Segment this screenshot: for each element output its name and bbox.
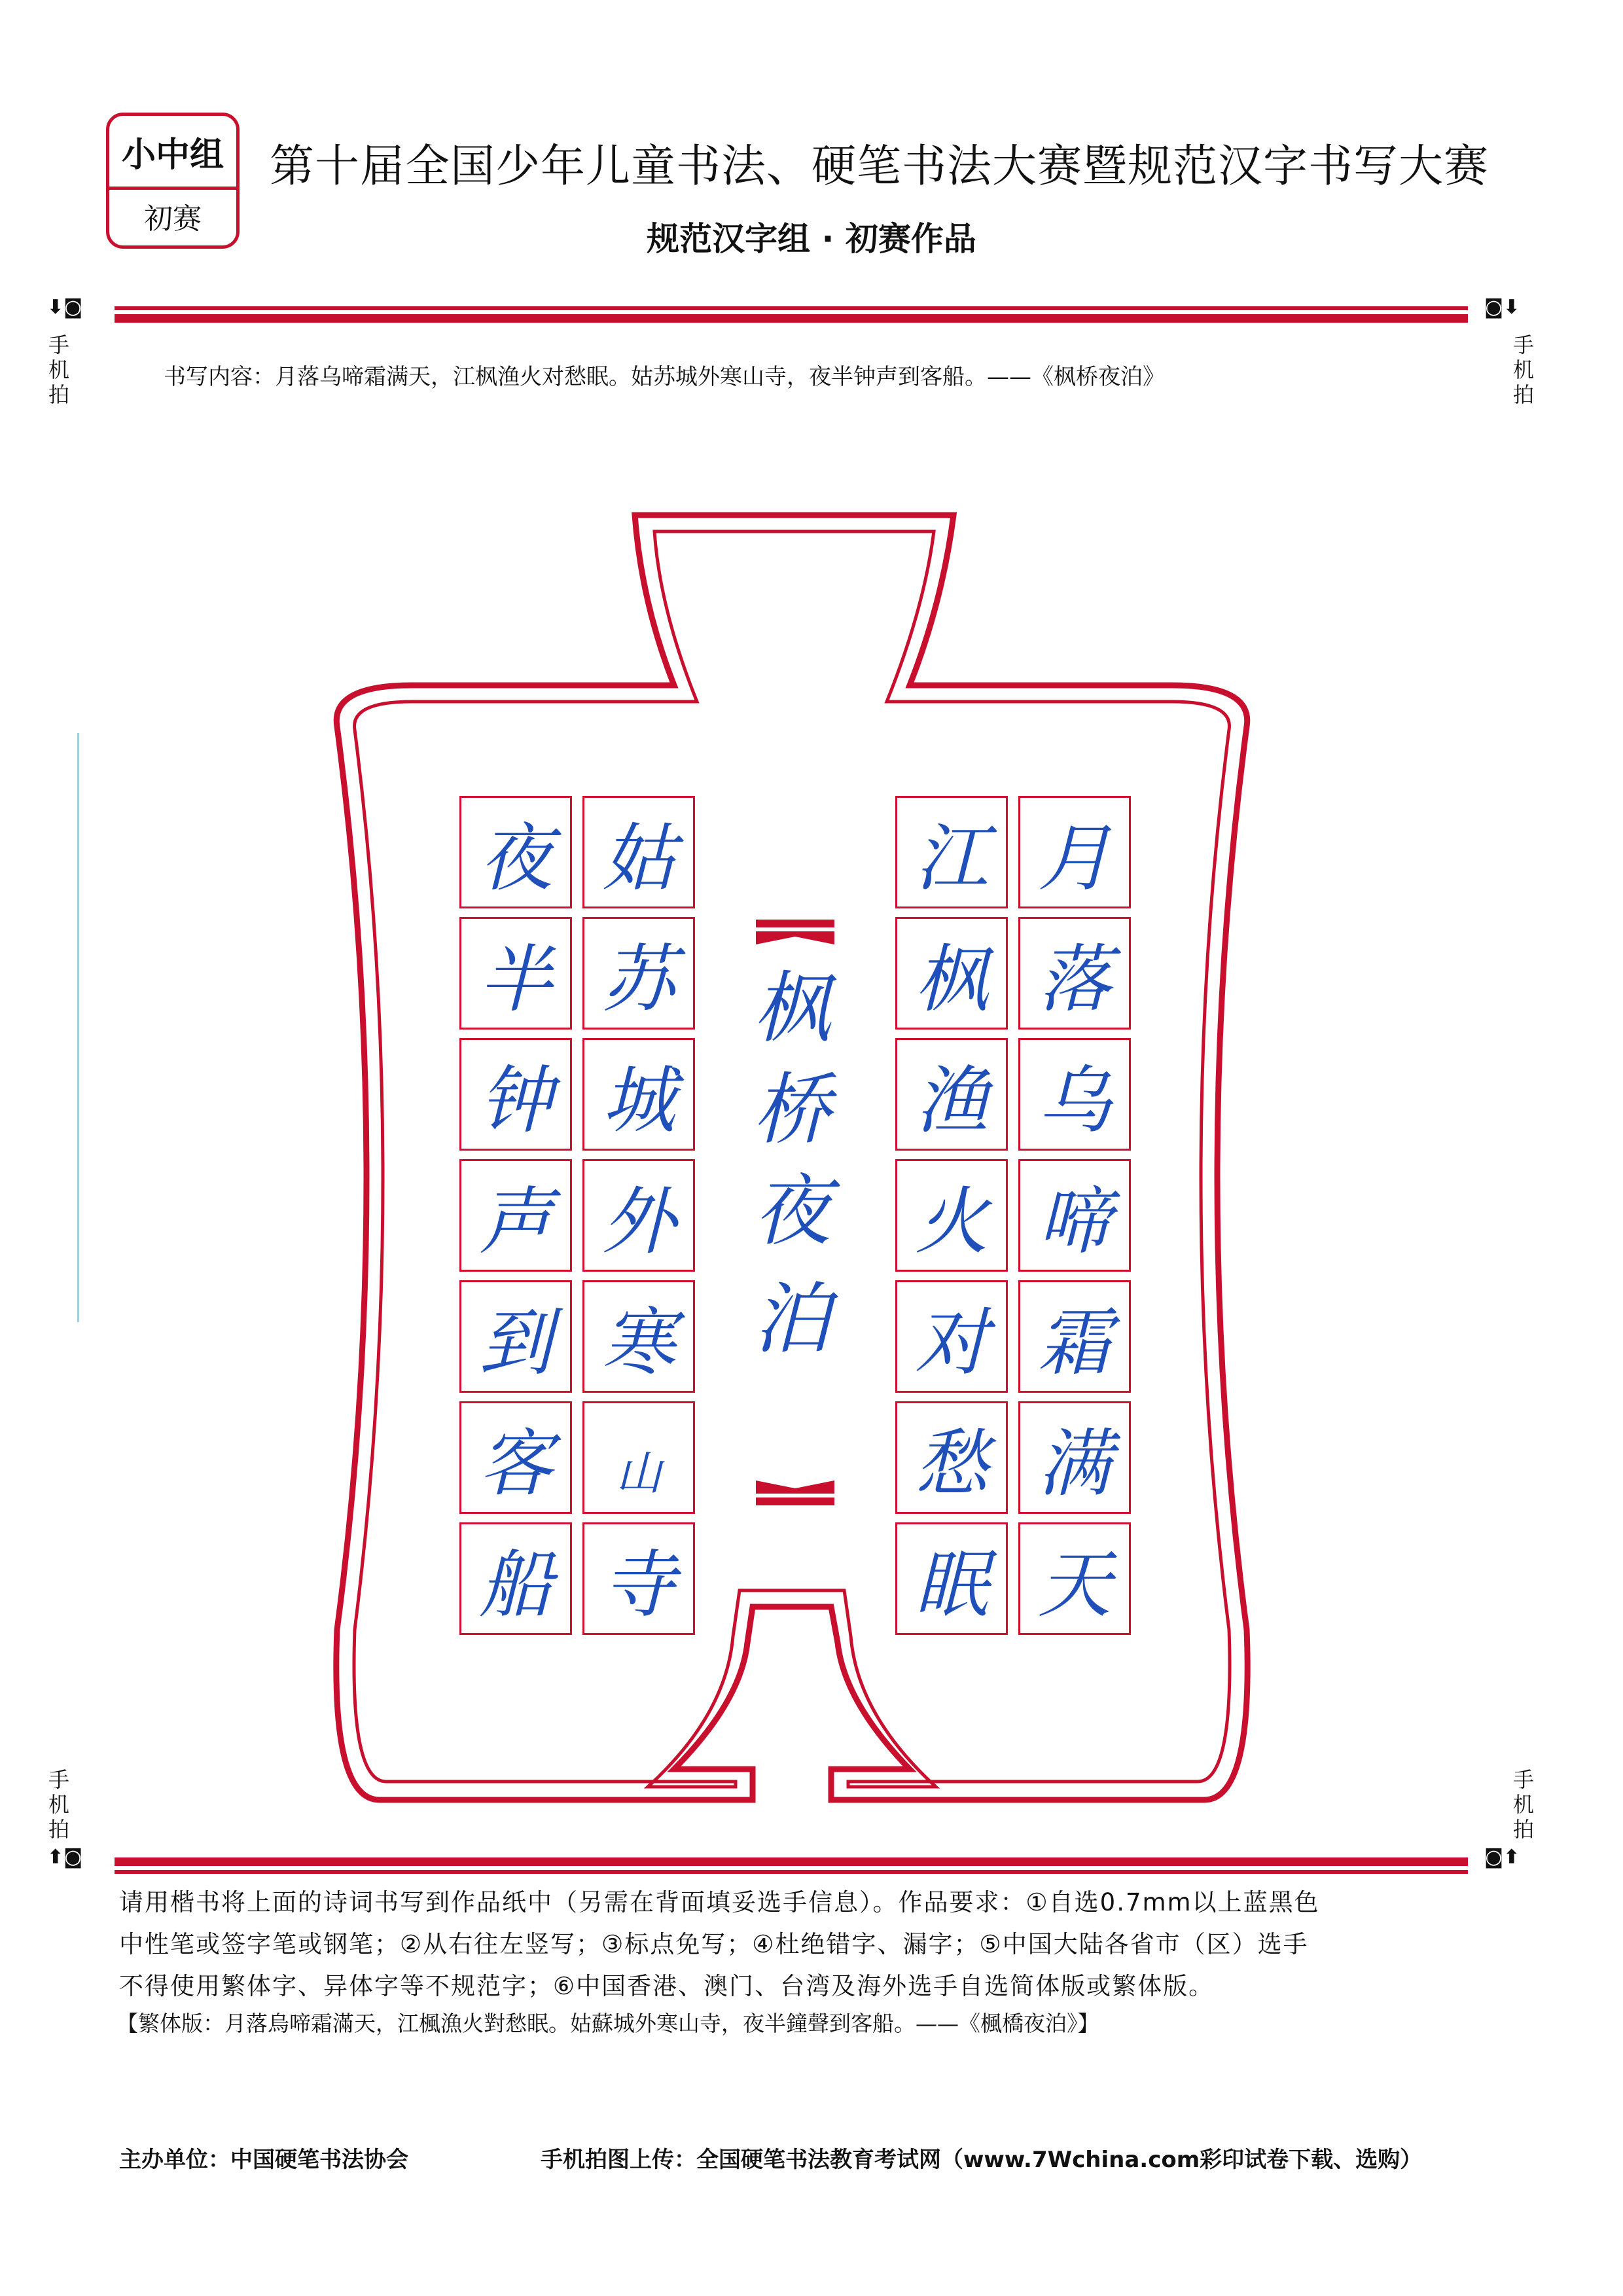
handwritten-char: 火 (915, 1179, 988, 1265)
char-cell (582, 1159, 695, 1272)
char-cell (1018, 1280, 1131, 1393)
handwritten-char: 月 (1038, 816, 1111, 901)
handwritten-char: 声 (479, 1179, 552, 1265)
writing-content-line: 书写内容：月落乌啼霜满天，江枫渔火对愁眠。姑苏城外寒山寺，夜半钟声到客船。——《枫桥夜泊》 (164, 364, 1165, 390)
camera-icon-bottom-right: ◙⬆ (1484, 1846, 1520, 1869)
page-subtitle: 规范汉字组 · 初赛作品 (647, 220, 976, 258)
char-cell (895, 1038, 1008, 1151)
phone-photo-char: 手 (48, 1767, 69, 1792)
char-cell (459, 1159, 572, 1272)
poem-title-char: 夜 (753, 1166, 830, 1256)
char-cell (459, 1522, 572, 1635)
char-cell (1018, 1159, 1131, 1272)
phone-photo-char: 机 (48, 1792, 69, 1817)
char-cell (895, 917, 1008, 1030)
handwritten-char: 寺 (602, 1542, 675, 1628)
instructions (119, 1882, 1480, 2007)
poem-title-char: 桥 (753, 1064, 830, 1155)
char-cell (459, 796, 572, 908)
char-cell (459, 1280, 572, 1393)
traditional-version: 【繁体版：月落烏啼霜滿天，江楓漁火對愁眠。姑蘇城外寒山寺，夜半鐘聲到客船。——《楓橋夜泊》】 (116, 2011, 1099, 2036)
handwritten-char: 对 (915, 1300, 988, 1386)
char-cell (582, 1401, 695, 1514)
handwritten-char: 霜 (1038, 1300, 1111, 1386)
char-cell (1018, 1401, 1131, 1514)
title-ornament-bottom (756, 1480, 834, 1507)
handwritten-char: 愁 (915, 1421, 988, 1507)
handwritten-char: 乌 (1038, 1058, 1111, 1143)
char-cell (895, 1280, 1008, 1393)
char-cell (1018, 1522, 1131, 1635)
badge-stage-label: 初赛 (144, 202, 202, 236)
badge-group-label: 小中组 (109, 116, 236, 190)
handwritten-char: 城 (602, 1058, 675, 1143)
poem-title-char: 枫 (753, 963, 830, 1053)
phone-photo-char: 机 (1512, 1792, 1534, 1817)
char-cell (459, 1401, 572, 1514)
upload-info: 手机拍图上传：全国硬笔书法教育考试网（www.7Wchina.com彩印试卷下载、选购） (541, 2147, 1423, 2173)
handwritten-char: 姑 (602, 816, 675, 901)
instruction-line: 中性笔或签字笔或钢笔；②从右往左竖写；③标点免写；④杜绝错字、漏字；⑤中国大陆各省市（区）选手 (119, 1930, 1309, 1958)
title-ornament-top (756, 920, 834, 946)
handwritten-char: 客 (479, 1421, 552, 1507)
char-cell (1018, 917, 1131, 1030)
handwritten-char: 天 (1038, 1542, 1111, 1628)
phone-photo-char: 手 (1512, 332, 1534, 357)
phone-photo-char: 手 (1512, 1767, 1534, 1792)
handwritten-char: 满 (1038, 1421, 1111, 1507)
phone-photo-char: 拍 (1512, 1817, 1534, 1842)
phone-photo-char: 拍 (48, 1817, 69, 1842)
handwritten-char: 夜 (479, 816, 552, 901)
page-title: 第十届全国少年儿童书法、硬笔书法大赛暨规范汉字书写大赛 (270, 141, 1489, 192)
char-cell (582, 1522, 695, 1635)
char-cell (582, 796, 695, 908)
phone-photo-char: 机 (48, 357, 69, 382)
handwritten-char: 渔 (915, 1058, 988, 1143)
scan-guide-line (77, 733, 79, 1322)
organizer-text: 主办单位：中国硬笔书法协会 (119, 2147, 408, 2173)
char-cell (582, 1038, 695, 1151)
phone-photo-label-bottom-right (1510, 1767, 1537, 1842)
handwritten-char: 苏 (602, 937, 675, 1022)
camera-icon-bottom-left: ⬆◙ (47, 1846, 83, 1869)
handwritten-char: 江 (915, 816, 988, 901)
char-cell (1018, 796, 1131, 908)
char-cell (895, 1159, 1008, 1272)
phone-photo-char: 拍 (48, 382, 69, 407)
bottom-rule-thick (115, 1857, 1468, 1866)
char-cell (459, 1038, 572, 1151)
handwritten-char: 半 (479, 937, 552, 1022)
handwritten-char: 钟 (479, 1058, 552, 1143)
char-cell (895, 796, 1008, 908)
handwritten-char: 眠 (915, 1542, 988, 1628)
handwritten-char: 啼 (1038, 1179, 1111, 1265)
phone-photo-label-bottom-left (46, 1767, 72, 1842)
instruction-line: 请用楷书将上面的诗词书写到作品纸中（另需在背面填妥选手信息）。作品要求：①自选0.7mm以上蓝黑色 (119, 1888, 1320, 1916)
char-cell (1018, 1038, 1131, 1151)
char-cell (895, 1522, 1008, 1635)
bottom-rule-thin (115, 1870, 1468, 1874)
camera-icon-top-right: ◙⬇ (1484, 296, 1520, 319)
phone-photo-char: 手 (48, 332, 69, 357)
char-cell (895, 1401, 1008, 1514)
handwritten-char: 寒 (602, 1300, 675, 1386)
char-cell (459, 917, 572, 1030)
handwritten-char: 枫 (915, 937, 988, 1022)
char-cell (582, 917, 695, 1030)
handwritten-char: 落 (1038, 937, 1111, 1022)
poem-title-char: 泊 (753, 1274, 830, 1364)
handwritten-char: 外 (602, 1179, 675, 1265)
handwritten-char: 到 (479, 1300, 552, 1386)
camera-icon-top-left: ⬇◙ (47, 296, 83, 319)
instruction-line: 不得使用繁体字、异体字等不规范字；⑥中国香港、澳门、台湾及海外选手自选简体版或繁体版。 (119, 1972, 1215, 2000)
phone-photo-char: 机 (1512, 357, 1534, 382)
phone-photo-char: 拍 (1512, 382, 1534, 407)
handwritten-char: 山 (616, 1446, 662, 1500)
handwritten-char: 船 (479, 1542, 552, 1628)
char-cell (582, 1280, 695, 1393)
